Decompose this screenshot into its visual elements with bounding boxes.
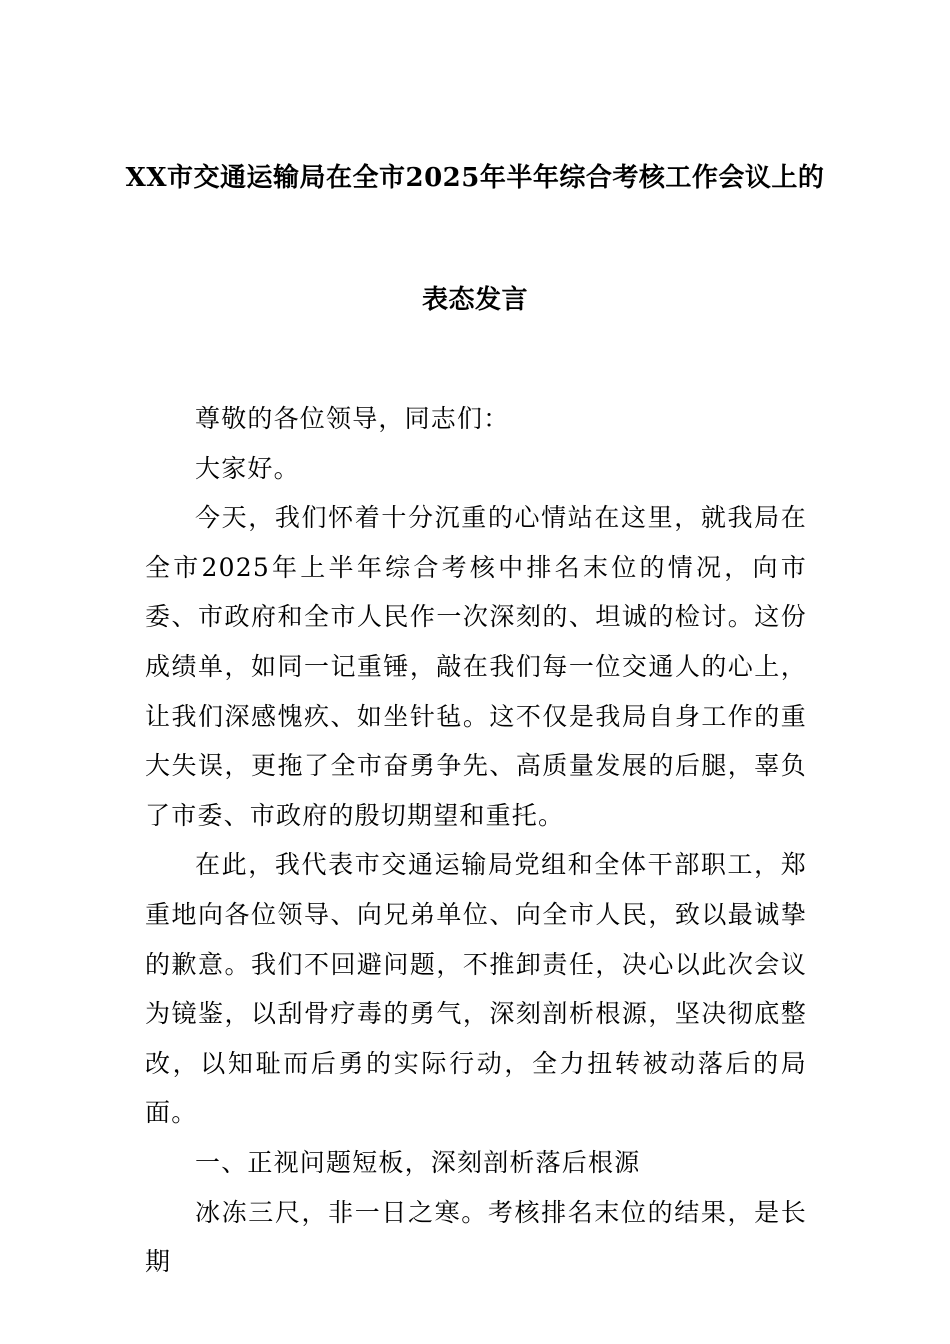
greeting: 大家好。 <box>195 453 300 483</box>
section-heading-1: 一、正视问题短板，深刻剖析落后根源 <box>195 1147 641 1177</box>
paragraph-apology: 在此，我代表市交通运输局党组和全体干部职工，郑重地向各位领导、向兄弟单位、向全市人民，致以最诚挚的歉意。我们不回避问题，不推卸责任，决心以此次会议为镜鉴，以刮骨疗毒的勇气，深刻剖析根源，坚决彻底整改，以知耻而后勇的实际行动，全力扭转被动落后的局面。 <box>145 850 807 1128</box>
document-title-line-2: 表态发言 <box>421 285 528 315</box>
paragraph-section-1-start: 冰冻三尺，非一日之寒。考核排名末位的结果，是长期 <box>145 1197 807 1277</box>
paragraph-introduction: 今天，我们怀着十分沉重的心情站在这里，就我局在全市2025年上半年综合考核中排名末位的情况，向市委、市政府和全市人民作一次深刻的、坦诚的检讨。这份成绩单，如同一记重锤，敲在我们每一位交通人的心上，让我们深感愧疚、如坐针毡。这不仅是我局自身工作的重大失误，更拖了全市奋勇争先、高质量发展的后腿，辜负了市委、市政府的殷切期望和重托。 <box>145 503 807 830</box>
document-body <box>145 394 807 1287</box>
salutation: 尊敬的各位领导，同志们： <box>195 404 510 433</box>
document-title-line-1: XX市交通运输局在全市2025年半年综合考核工作会议上的 <box>125 163 825 193</box>
